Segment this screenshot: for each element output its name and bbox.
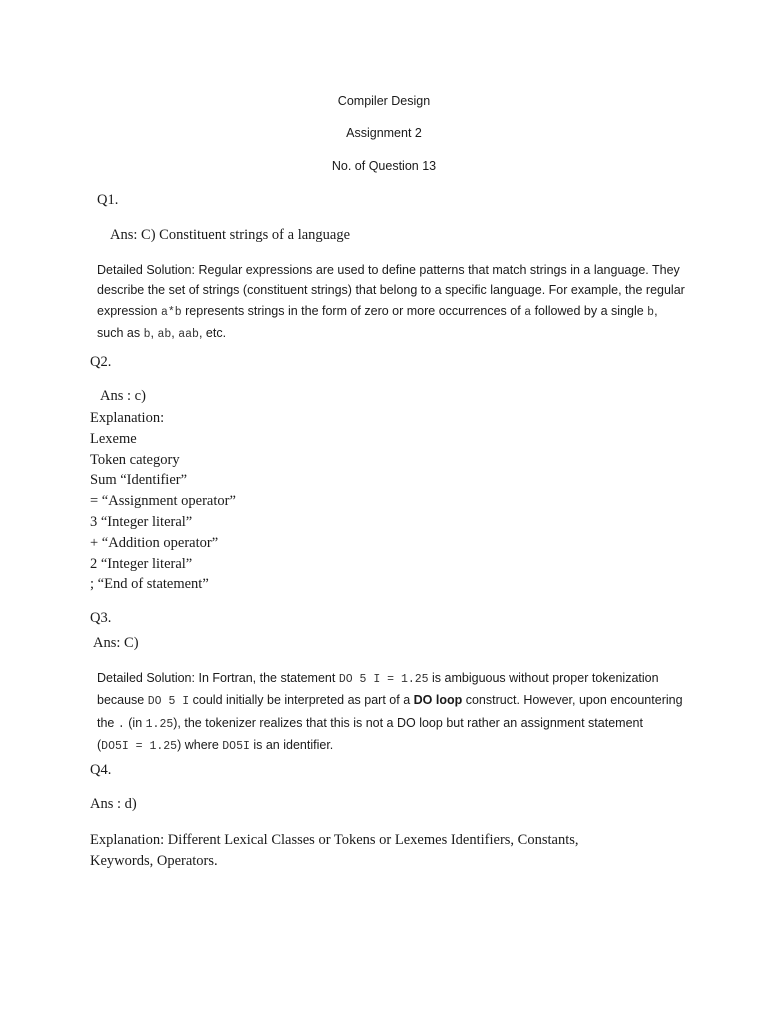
q2-line: Sum “Identifier” <box>90 472 188 489</box>
q2-line: + “Addition operator” <box>90 534 219 551</box>
q1-separator: , such as <box>97 303 658 340</box>
q1-solution-text: represents strings in the form of zero or more occurrences of <box>185 303 521 318</box>
q4-explanation: Explanation: Different Lexical Classes or Tokens or Lexemes Identifiers, Constants, Keywords, Operators. <box>90 832 579 869</box>
q1-separator: , <box>171 325 175 340</box>
q3-answer: Ans: C) <box>93 635 139 651</box>
q1-solution-text: followed by a single <box>534 303 644 318</box>
q1-solution-label: Detailed Solution: <box>97 263 195 277</box>
q3-detailed-solution <box>97 668 687 757</box>
question-count: No. of Question 13 <box>331 159 437 173</box>
q2-line: 3 “Integer literal” <box>90 513 193 530</box>
q3-solution-text: ) where <box>177 737 219 752</box>
q3-code-assignment: DO5I = 1.25 <box>101 739 178 753</box>
q3-code-do5i: DO 5 I <box>147 695 190 709</box>
q3-solution-text: could initially be interpreted as part of a <box>192 693 411 708</box>
q3-code-identifier: DO5I <box>222 739 250 753</box>
q1-code-a: a <box>524 305 532 319</box>
q2-line: Lexeme <box>90 430 137 447</box>
q1-code-regex: a*b <box>160 305 182 319</box>
q2-label: Q2. <box>90 354 112 370</box>
q1-separator: , <box>150 325 154 340</box>
q1-detailed-solution <box>97 260 687 345</box>
q2-line: = “Assignment operator” <box>90 493 236 510</box>
q3-bold-do-loop: DO loop <box>413 693 463 708</box>
q3-solution-text: is an identifier. <box>253 737 334 752</box>
q1-code-b: b <box>647 305 655 319</box>
q2-line: ; “End of statement” <box>90 576 209 593</box>
q3-solution-text: ), the tokenizer realizes that this is not a DO loop but rather an assignment statement ( <box>97 715 643 752</box>
q3-code-dot: . <box>117 717 125 731</box>
q2-answer: Ans : c) <box>100 388 146 404</box>
q3-code-statement: DO 5 I = 1.25 <box>338 673 429 686</box>
q2-line: Explanation: <box>90 410 165 426</box>
q3-solution-label: Detailed Solution: <box>97 671 195 685</box>
q1-solution-text: Regular expressions are used to define patterns that match strings in a language. They describe the set of strings (constituent strings) that belong to a specific language. For example, the regular expression <box>97 263 685 318</box>
q4-label: Q4. <box>90 762 112 778</box>
q3-solution-text: (in <box>128 715 143 730</box>
q1-solution-text: , etc. <box>198 325 227 340</box>
q1-code-example: ab <box>157 327 172 341</box>
course-title: Compiler Design <box>337 94 431 108</box>
assignment-title: Assignment 2 <box>346 126 422 140</box>
q3-label: Q3. <box>90 610 112 626</box>
q3-solution-text: is ambiguous without proper tokenization because <box>97 671 659 708</box>
q2-explanation-list <box>90 408 236 595</box>
q4-answer: Ans : d) <box>90 796 137 812</box>
q1-code-example: b <box>143 327 151 341</box>
q1-label: Q1. <box>97 192 119 208</box>
q2-line: 2 “Integer literal” <box>90 555 193 572</box>
q3-solution-text: In Fortran, the statement <box>198 671 336 685</box>
q3-solution-text: construct. However, upon encountering the <box>97 693 683 730</box>
q3-code-value: 1.25 <box>145 717 174 731</box>
q1-code-example: aab <box>178 327 199 341</box>
q2-line: Token category <box>90 451 180 468</box>
q1-answer: Ans: C) Constituent strings of a language <box>110 227 351 243</box>
